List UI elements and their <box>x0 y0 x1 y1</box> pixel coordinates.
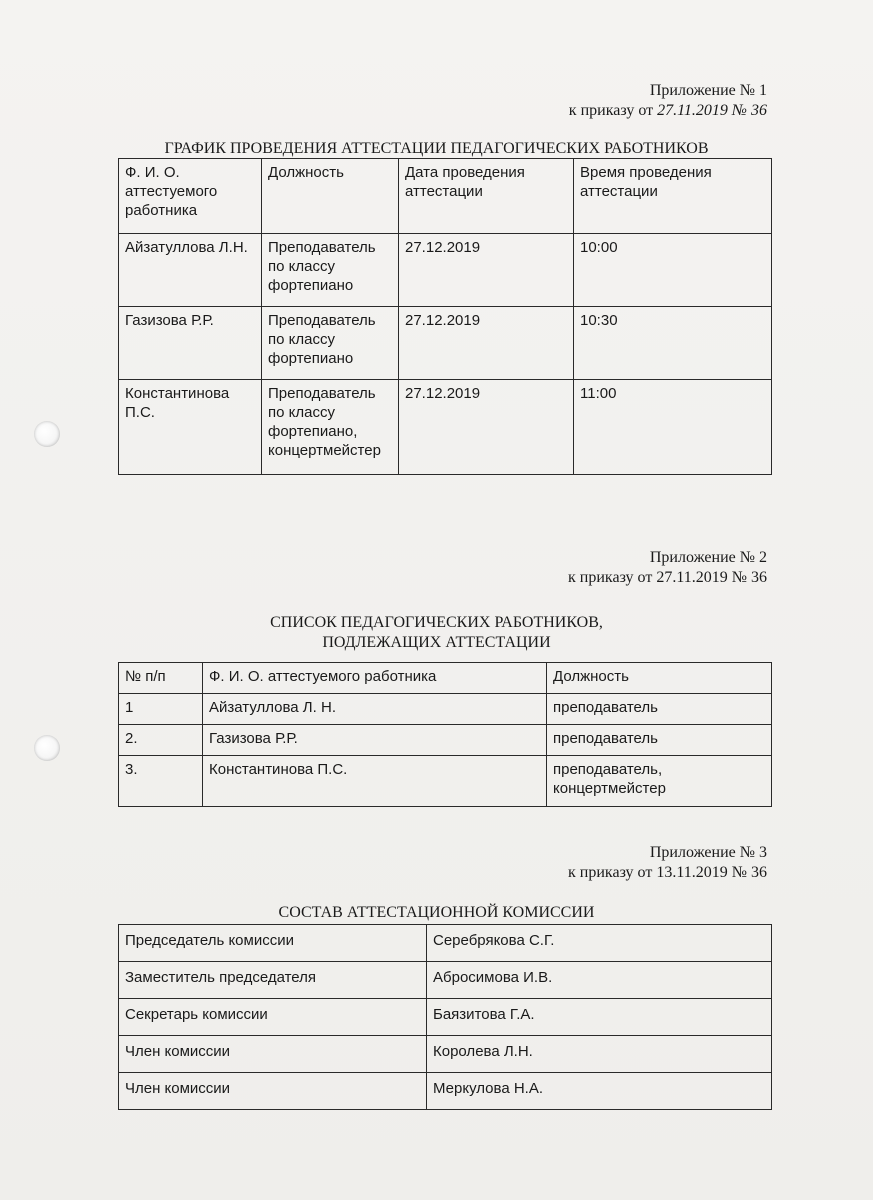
table-row <box>119 234 772 307</box>
appendix3-title: СОСТАВ АТТЕСТАЦИОННОЙ КОМИССИИ <box>278 904 595 921</box>
appendix2-order: к приказу от 27.11.2019 № 36 <box>568 569 767 586</box>
cell-position: преподаватель, концертмейстер <box>547 756 772 807</box>
table-row <box>119 999 772 1036</box>
cell-number: 1 <box>119 694 203 725</box>
table-row <box>119 925 772 962</box>
appendix1-title: ГРАФИК ПРОВЕДЕНИЯ АТТЕСТАЦИИ ПЕДАГОГИЧЕСКИХ РАБОТНИКОВ <box>164 140 709 157</box>
column-header: Должность <box>547 663 772 694</box>
cell-name: Газизова Р.Р. <box>203 725 547 756</box>
appendix2-title: СПИСОК ПЕДАГОГИЧЕСКИХ РАБОТНИКОВ, ПОДЛЕЖАЩИХ АТТЕСТАЦИИ <box>270 614 603 651</box>
cell-name: Меркулова Н.А. <box>427 1073 772 1110</box>
cell-time: 10:30 <box>574 307 772 380</box>
cell-time: 10:00 <box>574 234 772 307</box>
cell-name: Константинова П.С. <box>203 756 547 807</box>
cell-position: Преподаватель по классу фортепиано <box>262 307 399 380</box>
cell-time: 11:00 <box>574 380 772 475</box>
table-header-row <box>119 663 772 694</box>
column-header: Должность <box>262 159 399 234</box>
column-header: Дата проведения аттестации <box>399 159 574 234</box>
table-row <box>119 380 772 475</box>
appendix2-header <box>568 548 767 588</box>
appendix2-label: Приложение № 2 <box>649 549 767 566</box>
punch-hole <box>34 735 60 761</box>
appendix3-header <box>568 843 767 883</box>
cell-name: Газизова Р.Р. <box>119 307 262 380</box>
column-header: Ф. И. О. аттестуемого работника <box>203 663 547 694</box>
table-row <box>119 307 772 380</box>
staff-list-table <box>118 662 772 807</box>
cell-position: Преподаватель по классу фортепиано, концертмейстер <box>262 380 399 475</box>
cell-name: Королева Л.Н. <box>427 1036 772 1073</box>
appendix3-label: Приложение № 3 <box>649 844 767 861</box>
cell-position: преподаватель <box>547 725 772 756</box>
appendix1-order: к приказу от 27.11.2019 № 36 <box>568 102 767 119</box>
cell-name: Константинова П.С. <box>119 380 262 475</box>
table-row <box>119 1073 772 1110</box>
table-row <box>119 756 772 807</box>
column-header: № п/п <box>119 663 203 694</box>
cell-name: Айзатуллова Л. Н. <box>203 694 547 725</box>
commission-table <box>118 924 772 1110</box>
cell-date: 27.12.2019 <box>399 380 574 475</box>
cell-date: 27.12.2019 <box>399 307 574 380</box>
punch-hole <box>34 421 60 447</box>
table-row <box>119 1036 772 1073</box>
table-header-row <box>119 159 772 234</box>
cell-number: 2. <box>119 725 203 756</box>
appendix3-order: к приказу от 13.11.2019 № 36 <box>568 864 767 881</box>
table-row <box>119 725 772 756</box>
cell-position: Преподаватель по классу фортепиано <box>262 234 399 307</box>
table-row <box>119 694 772 725</box>
cell-role: Член комиссии <box>119 1036 427 1073</box>
cell-role: Заместитель председателя <box>119 962 427 999</box>
cell-role: Секретарь комиссии <box>119 999 427 1036</box>
cell-name: Серебрякова С.Г. <box>427 925 772 962</box>
appendix1-header <box>569 81 767 121</box>
cell-name: Баязитова Г.А. <box>427 999 772 1036</box>
cell-position: преподаватель <box>547 694 772 725</box>
cell-number: 3. <box>119 756 203 807</box>
column-header: Время проведения аттестации <box>574 159 772 234</box>
cell-role: Председатель комиссии <box>119 925 427 962</box>
appendix1-label: Приложение № 1 <box>649 82 767 99</box>
cell-role: Член комиссии <box>119 1073 427 1110</box>
column-header: Ф. И. О. аттестуемого работника <box>119 159 262 234</box>
cell-name: Айзатуллова Л.Н. <box>119 234 262 307</box>
cell-name: Абросимова И.В. <box>427 962 772 999</box>
table-row <box>119 962 772 999</box>
cell-date: 27.12.2019 <box>399 234 574 307</box>
attestation-schedule-table <box>118 158 772 475</box>
